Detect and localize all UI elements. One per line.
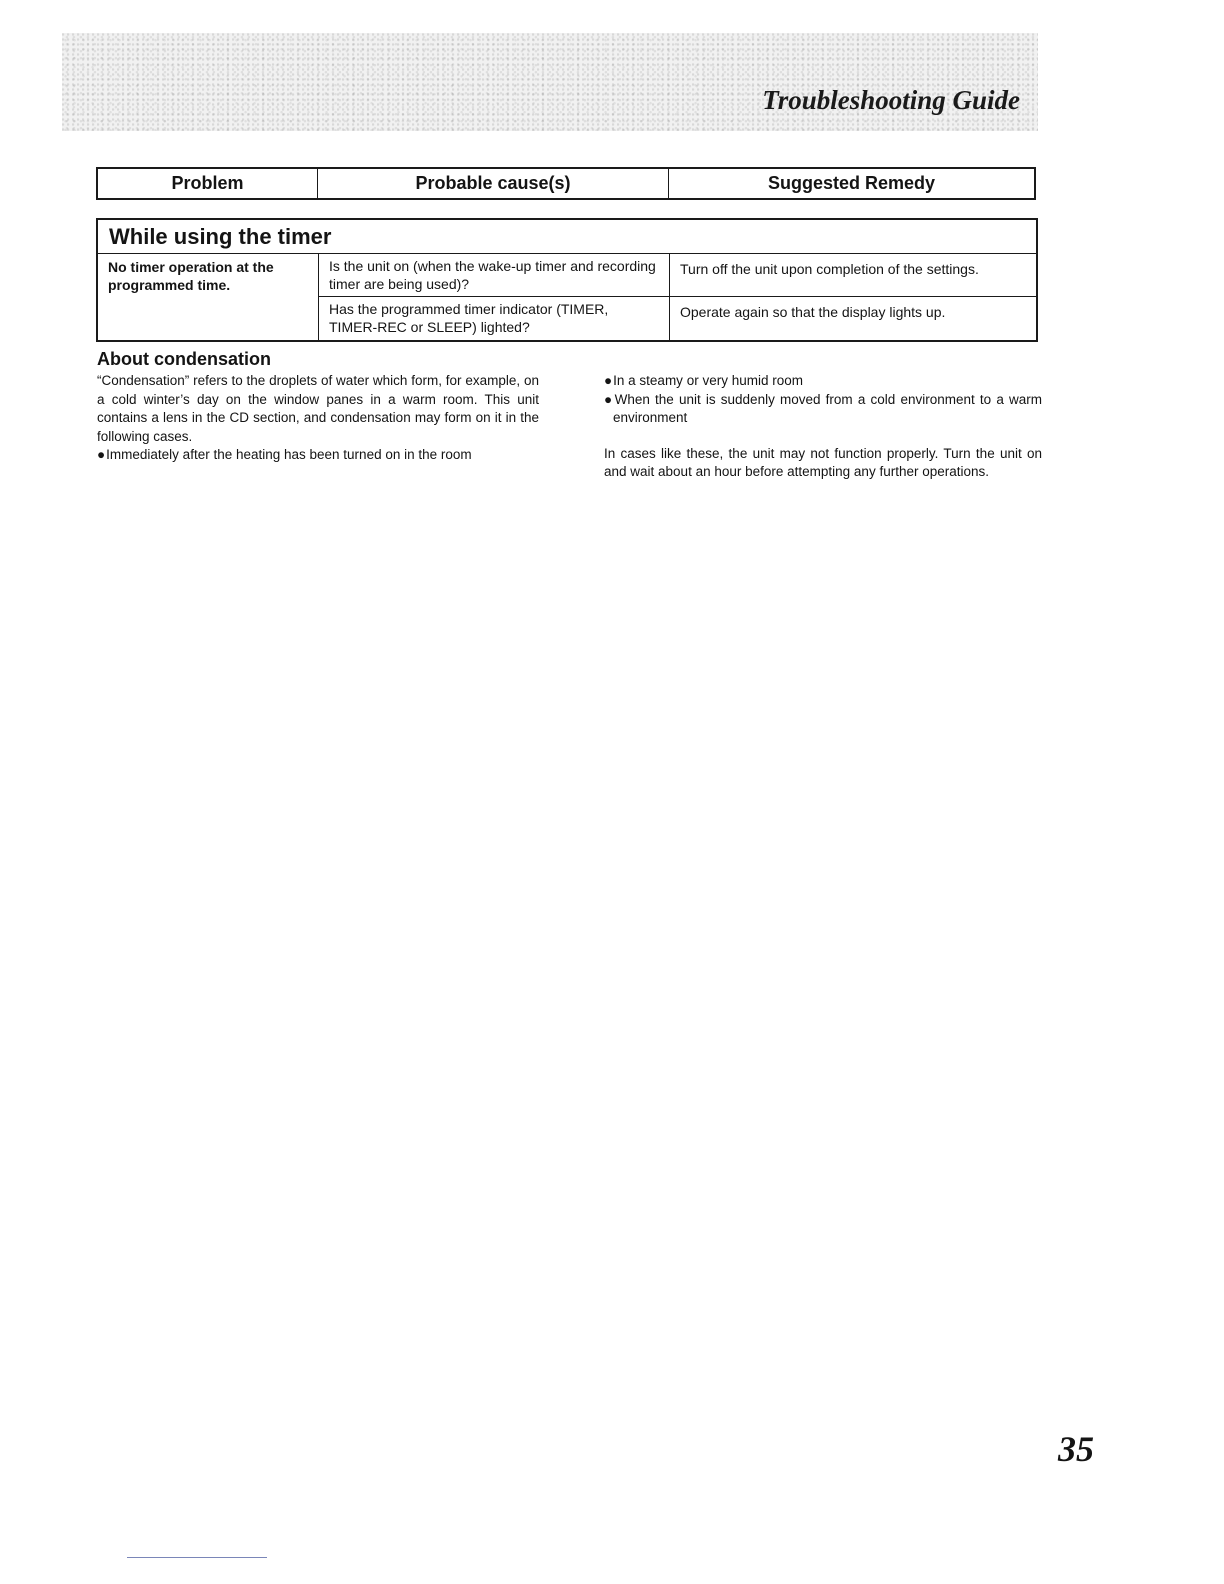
column-header-remedy: Suggested Remedy xyxy=(767,173,936,193)
bullet-icon: ● xyxy=(604,373,613,388)
case-text: Immediately after the heating has been turned on in the room xyxy=(106,447,472,462)
column-header-problem: Problem xyxy=(98,169,318,198)
condensation-heading: About condensation xyxy=(97,349,271,369)
remedy-cell: Operate again so that the display lights up. xyxy=(680,304,946,320)
condensation-left-column xyxy=(97,372,539,465)
troubleshooting-table xyxy=(96,218,1038,342)
bullet-icon: ● xyxy=(97,447,106,462)
problem-cell: No timer operation at the programmed time. xyxy=(98,254,319,340)
condensation-advice: In cases like these, the unit may not function properly. Turn the unit on and wait about an hour before attempting any further operations. xyxy=(604,445,1042,479)
column-header-cause: Probable cause(s) xyxy=(318,169,669,198)
page-title: Troubleshooting Guide xyxy=(762,85,1020,115)
table-row xyxy=(319,297,1036,340)
list-item xyxy=(97,446,539,465)
condensation-right-column xyxy=(604,372,1042,482)
condensation-intro: “Condensation” refers to the droplets of water which form, for example, on a cold winter’s day on the window panes in a warm room. This unit contains a lens in the CD section, and condensation may form on it in the following cases. xyxy=(97,373,539,444)
table-row xyxy=(319,254,1036,297)
list-item xyxy=(604,372,1042,391)
page-number: 35 xyxy=(1058,1429,1094,1469)
header-banner xyxy=(62,33,1038,131)
cause-cell: Is the unit on (when the wake-up timer and recording timer are being used)? xyxy=(319,254,670,296)
footer-rule xyxy=(127,1557,267,1558)
remedy-cell: Turn off the unit upon completion of the settings. xyxy=(680,261,979,277)
table-header xyxy=(96,167,1036,200)
section-title: While using the timer xyxy=(98,220,1036,254)
cause-cell: Has the programmed timer indicator (TIMER, TIMER-REC or SLEEP) lighted? xyxy=(319,297,670,340)
list-item xyxy=(604,391,1042,428)
case-text: When the unit is suddenly moved from a cold environment to a warm environment xyxy=(613,391,1042,425)
case-text: In a steamy or very humid room xyxy=(613,373,803,388)
bullet-icon: ● xyxy=(604,391,614,407)
section-body xyxy=(98,254,1036,340)
